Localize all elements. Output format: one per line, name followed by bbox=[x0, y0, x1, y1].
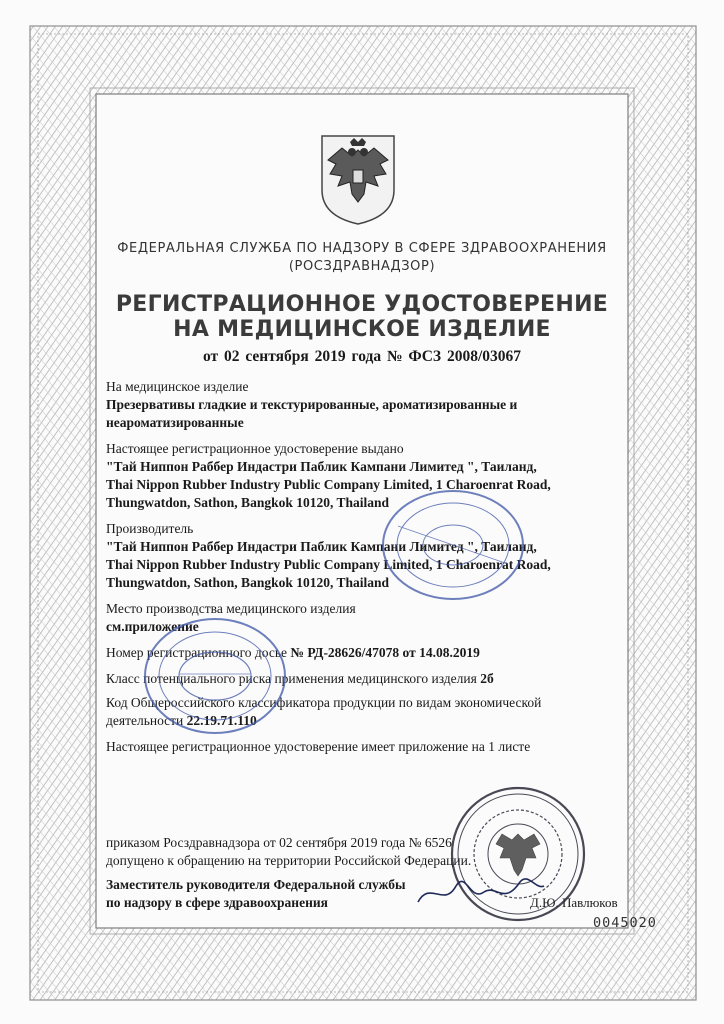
certificate-title: РЕГИСТРАЦИОННОЕ УДОСТОВЕРЕНИЕ bbox=[115, 292, 609, 317]
device-name-line1: Презервативы гладкие и текстурированные, ароматизированные и bbox=[106, 397, 518, 412]
issued-to-line1: "Тай Ниппон Раббер Индастри Паблик Кампани Лимитед ", Таиланд, bbox=[106, 459, 537, 474]
dossier-label: Номер регистрационного досье bbox=[106, 645, 288, 660]
agency-abbreviation: (РОСЗДРАВНАДЗОР) bbox=[288, 259, 436, 274]
signatory-position-line1: Заместитель руководителя Федеральной службы bbox=[106, 877, 406, 892]
issued-to-line2: Thai Nippon Rubber Industry Public Company Limited, 1 Charoenrat Road, bbox=[106, 477, 551, 492]
device-name-line2: неароматизированные bbox=[106, 415, 244, 430]
issued-to-line3: Thungwatdon, Sathon, Bangkok 10120, Thailand bbox=[106, 495, 389, 510]
production-site-value: см.приложение bbox=[106, 619, 199, 634]
manufacturer-line3: Thungwatdon, Sathon, Bangkok 10120, Thailand bbox=[106, 575, 389, 590]
distributor-stamp bbox=[378, 486, 528, 604]
order-line1: приказом Росздравнадзора от 02 сентября 2019 года № 6526 bbox=[106, 835, 452, 850]
issued-to-label: Настоящее регистрационное удостоверение выдано bbox=[106, 441, 404, 456]
okp-label-line1: Код Общероссийского классификатора продукции по видам экономической bbox=[106, 695, 542, 710]
order-line2: допущено к обращению на территории Российской Федерации. bbox=[106, 853, 472, 868]
signatory-name: Д.Ю. Павлюков bbox=[530, 895, 618, 910]
certificate-number: ФСЗ 2008/03067 bbox=[408, 348, 522, 365]
certificate-subtitle: НА МЕДИЦИНСКОЕ ИЗДЕЛИЕ bbox=[173, 317, 551, 342]
okp-label-line2: деятельности bbox=[106, 713, 184, 728]
risk-class-value: 2б bbox=[480, 671, 494, 686]
manufacturer-line1: "Тай Ниппон Раббер Индастри Паблик Кампани Лимитед ", Таиланд, bbox=[106, 539, 537, 554]
signatory-position-line2: по надзору в сфере здравоохранения bbox=[106, 895, 328, 910]
signature bbox=[410, 862, 550, 922]
date-prefix: от bbox=[202, 348, 219, 365]
certificate-date: 02 сентября 2019 года bbox=[223, 348, 382, 365]
dossier-value: № РД-28626/47078 от 14.08.2019 bbox=[290, 645, 480, 660]
manufacturer-label: Производитель bbox=[106, 521, 194, 536]
serial-number: 0045020 bbox=[593, 915, 657, 931]
manufacturer-line2: Thai Nippon Rubber Industry Public Company Limited, 1 Charoenrat Road, bbox=[106, 557, 551, 572]
risk-class-label: Класс потенциального риска применения медицинского изделия bbox=[106, 671, 477, 686]
production-site-label: Место производства медицинского изделия bbox=[106, 601, 356, 616]
okp-value: 22.19.71.110 bbox=[186, 713, 257, 728]
coat-of-arms-icon bbox=[316, 132, 400, 226]
pharmline-stamp bbox=[140, 614, 290, 738]
agency-name: ФЕДЕРАЛЬНАЯ СЛУЖБА ПО НАДЗОРУ В СФЕРЕ ЗДРАВООХРАНЕНИЯ bbox=[117, 241, 607, 256]
number-sign: № bbox=[386, 348, 403, 365]
device-label: На медицинское изделие bbox=[106, 379, 249, 394]
certificate-dateline bbox=[60, 348, 664, 366]
appendix-note: Настоящее регистрационное удостоверение имеет приложение на 1 листе bbox=[106, 739, 531, 754]
